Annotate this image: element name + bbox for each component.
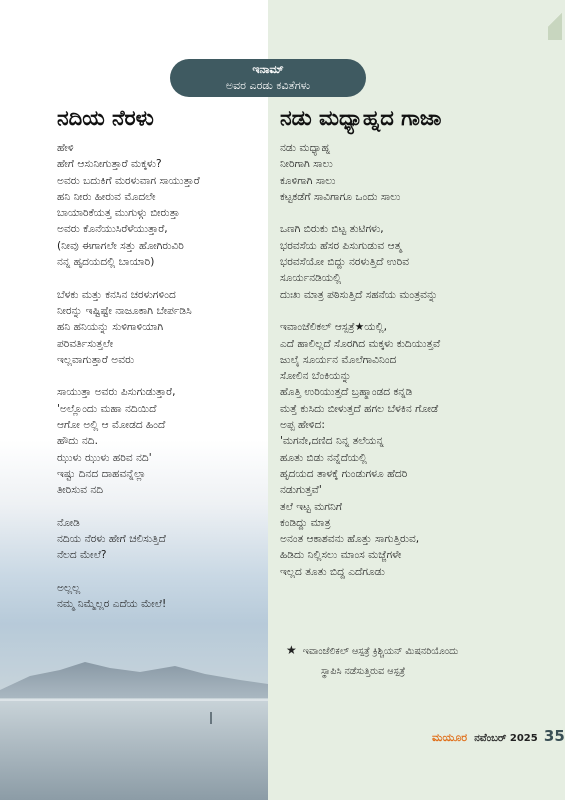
poem-line: ಹೂತು ಬಿಡು ನನ್ನೆದೆಯಲ್ಲಿ bbox=[280, 451, 367, 464]
stanza-break bbox=[280, 205, 440, 221]
footnote bbox=[286, 640, 458, 682]
poem-line: ನನ್ನ ಹೃದಯದಲ್ಲಿ ಬಾಯಾರಿ) bbox=[57, 256, 155, 269]
author-name: ಇನಾಮ್ bbox=[252, 63, 284, 76]
poem-line: ಝುಳು ಝುಳು ಹರಿವ ನದಿ' bbox=[57, 451, 152, 464]
poem-line: ನಡುಗುತ್ತವೆ' bbox=[280, 484, 322, 497]
poem-line: ಹನಿ ನೀರು ಹೀರುವ ಮೊದಲೇ bbox=[57, 190, 156, 203]
poem-line: 'ಮಗನೇ,ದಣಿದ ನಿನ್ನ ತಲೆಯನ್ನ bbox=[280, 435, 384, 448]
header-pill bbox=[170, 59, 366, 97]
poem-line: ಹನಿ ಹನಿಯನ್ನು ಸುಳಿಗಾಳಿಯಾಗಿ bbox=[57, 321, 164, 334]
poem-2-body bbox=[280, 140, 440, 580]
poem-line: ನದಿಯ ನೆರಳು ಹೇಗೆ ಚಲಿಸುತ್ತಿದೆ bbox=[57, 533, 166, 546]
poem-line: ದುಃಖ ಮಾತ್ರ ಪಠಿಸುತ್ತಿದೆ ಸಹನೆಯ ಮಂತ್ರವನ್ನು bbox=[280, 288, 438, 301]
poem-line: ಇವಾಂಜೆಲಿಕಲ್ ಆಸ್ಪತ್ರೆ★ಯಲ್ಲಿ, bbox=[280, 321, 387, 334]
poem-line: ಬೆಳಕು ಮತ್ತು ಕನಸಿನ ಚರಳುಗಳಿಂದ bbox=[57, 288, 176, 301]
poem-line: ಭರವಸೆಯ ಹೆಸರ ಪಿಸುಗುಡುವ ಆತ್ಮ bbox=[280, 239, 402, 252]
poem-line: ಕಟ್ಟಕಡೆಗೆ ಸಾವಿಗಾಗೂ ಒಂದು ಸಾಲು bbox=[280, 190, 401, 203]
poem-line: ಹೊತ್ತಿ ಉರಿಯುತ್ತದೆ ಬ್ರಹ್ಮಾಂಡದ ಕನ್ನಡಿ bbox=[280, 386, 413, 399]
poem-line: ಬಾಯಾರಿಕೆಯತ್ತ ಮುಗುಳ್ಗು ಬೀರುತ್ತಾ bbox=[57, 207, 180, 220]
poem-line: ನೋಡಿ bbox=[57, 516, 80, 529]
header-subtitle: ಅವರ ಎರಡು ಕವಿತೆಗಳು bbox=[225, 79, 311, 92]
magazine-logo: ಮಯೂರ bbox=[432, 731, 468, 744]
poem-line: 'ಅಲ್ಲೊಂದು ಮಹಾ ನದಿಯಿದೆ bbox=[57, 402, 157, 415]
poem-line: ಅಪ್ಪ ಹೇಳಿದ: bbox=[280, 419, 325, 432]
poem-line: ಇಲ್ಲದ ತೂತು ಬಿದ್ದ ಎದೆಗೂಡು bbox=[280, 565, 385, 578]
star-icon: ★ bbox=[286, 643, 297, 657]
poem-line: ಭರವಸೆಯೋ ಬಿದ್ದು ನರಳುತ್ತಿದೆ ಉರಿವ bbox=[280, 256, 410, 269]
poem-line: ನೆಲದ ಮೇಲೆ? bbox=[57, 549, 107, 562]
page-corner-fold bbox=[548, 0, 562, 40]
poem-line: ಅನಂತ ಆಕಾಶವನು ಹೊತ್ತು ಸಾಗುತ್ತಿರುವ, bbox=[280, 533, 420, 546]
page-footer bbox=[432, 727, 565, 745]
poem-line: (ನೀವು ಈಗಾಗಲೇ ಸತ್ತು ಹೋಗಿರುವಿರಿ bbox=[57, 239, 184, 252]
stanza-break bbox=[57, 564, 200, 580]
poem-line: ಆಗೋ ಅಲ್ಲಿ ಆ ಮೋಡದ ಹಿಂದೆ bbox=[57, 419, 166, 432]
issue-date: ನವೆಂಬರ್ 2025 bbox=[474, 733, 538, 744]
poem-line: ನೀರಿಗಾಗಿ ಸಾಲು bbox=[280, 158, 333, 171]
poem-line: ನಮ್ಮ ನಿಮ್ಮೆಲ್ಲರ ಎದೆಯ ಮೇಲೆ! bbox=[57, 598, 167, 611]
poem-line: ತೀರಿಸುವ ನದಿ bbox=[57, 484, 104, 497]
poem-line: ಪರಿವರ್ತಿಸುತ್ತಲೇ bbox=[57, 337, 114, 350]
poem-line: ಕಂಡಿದ್ದು ಮಾತ್ರ bbox=[280, 516, 331, 529]
poem-line: ಹೇಳಿ bbox=[57, 142, 74, 154]
poem-line: ಹೌದು ನದಿ. bbox=[57, 435, 98, 448]
poem-line: ಹೃದಯದ ತಾಳಕ್ಕೆ ಗುಂಡುಗಳೂ ಹೆದರಿ bbox=[280, 467, 408, 480]
footnote-line-2: ಸ್ಥಾಪಿಸಿ ನಡೆಸುತ್ತಿರುವ ಆಸ್ಪತ್ರೆ bbox=[321, 666, 406, 677]
poem-line: ಇಲ್ಲವಾಗುತ್ತಾರೆ ಅವರು bbox=[57, 353, 135, 366]
poem-line: ಅವರು ಬದುಕಿಗೆ ಮರಳುವಾಗ ಸಾಯುತ್ತಾರೆ bbox=[57, 174, 200, 187]
poem-line: ಅಲ್ಲಲ್ಲ bbox=[57, 582, 81, 595]
poem-line: ಮತ್ತೆ ಕುಸಿದು ಬೀಳುತ್ತದೆ ಹಗಲ ಬೆಳಕಿನ ಗೋಡೆ bbox=[280, 402, 439, 415]
poem-line: ಸೋಲಿನ ಬೆಂಕಿಯನ್ನು bbox=[280, 370, 352, 383]
poem-line: ನೀರನ್ನು ಇಷ್ಟಿಷ್ಟೇ ನಾಜೂಕಾಗಿ ಬೇರ್ಪಡಿಸಿ bbox=[57, 304, 192, 317]
footnote-line-1: ಇವಾಂಜೆಲಿಕಲ್ ಆಸ್ಪತ್ರೆ ಕ್ರಿಶ್ಚಿಯನ್ ಮಿಷನರಿಯೊಂದು bbox=[302, 646, 459, 657]
poem-line: ಅವರು ಕೊನೆಯುಸಿರೆಳೆಯುತ್ತಾರೆ, bbox=[57, 223, 168, 236]
poem-1-title: ನದಿಯ ನೆರಳು bbox=[57, 106, 154, 130]
poem-line: ಸೂರ್ಯನಡಿಯಲ್ಲಿ bbox=[280, 272, 342, 285]
poem-line: ಎದೆ ಹಾಲಿಲ್ಲದೆ ಸೊರಗಿದ ಮಕ್ಕಳು ಕುದಿಯುತ್ತವೆ bbox=[280, 337, 441, 350]
poem-line: ಜುಲೈ ಸೂರ್ಯನ ಮೊಲೆಗಾವಿನಿಂದ bbox=[280, 353, 397, 366]
stanza-break bbox=[57, 499, 200, 515]
page-number: 35 bbox=[543, 727, 565, 745]
poem-line: ತಲೆ ಇಟ್ಟ ಮಗನಿಗೆ bbox=[280, 500, 343, 513]
poem-line: ಕೂಳಿಗಾಗಿ ಸಾಲು bbox=[280, 174, 336, 187]
poem-line: ಇಷ್ಟು ದಿನದ ದಾಹವನ್ನೆಲ್ಲಾ bbox=[57, 467, 146, 480]
poem-line: ಹಿಡಿದು ನಿಲ್ಲಿಸಲು ಮಾಂಸ ಮಜ್ಜೆಗಳೇ bbox=[280, 549, 402, 562]
poem-line: ನಡು ಮಧ್ಯಾಹ್ನ bbox=[280, 142, 331, 154]
poem-line: ಹೇಗೆ ಆಸುನೀಗುತ್ತಾರೆ ಮಕ್ಕಳು? bbox=[57, 158, 162, 171]
stanza-break bbox=[57, 368, 200, 384]
poem-2-title: ನಡು ಮಧ್ಯಾಹ್ನದ ಗಾಜಾ bbox=[280, 106, 442, 130]
poem-line: ಒಣಗಿ ಬಿರುಕು ಬಿಟ್ಟ ತುಟಿಗಳು, bbox=[280, 223, 384, 236]
mountain-range-shape bbox=[0, 662, 268, 700]
stanza-break bbox=[280, 303, 440, 319]
poem-1-body bbox=[57, 140, 200, 613]
stanza-break bbox=[57, 270, 200, 286]
lake-water-shape bbox=[0, 698, 268, 800]
poem-line: ಸಾಯುತ್ತಾ ಅವರು ಪಿಸುಗುಡುತ್ತಾರೆ, bbox=[57, 386, 176, 399]
